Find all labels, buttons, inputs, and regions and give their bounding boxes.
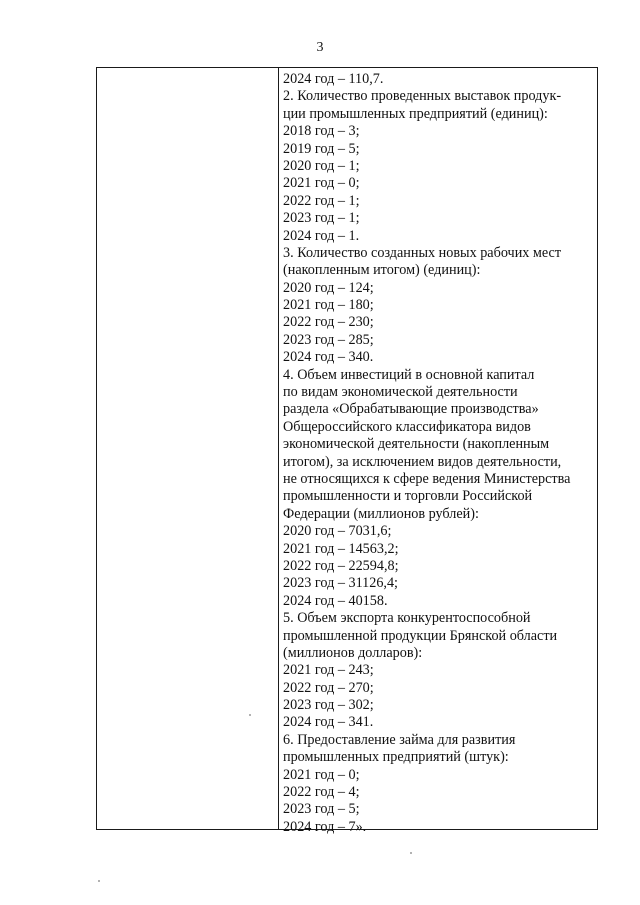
text-line: 2024 год – 340. xyxy=(283,349,374,366)
text-line: 2021 год – 243; xyxy=(283,662,374,679)
text-line: 2021 год – 180; xyxy=(283,297,374,314)
text-line: 2023 год – 285; xyxy=(283,331,374,348)
text-line: 3. Количество созданных новых рабочих мест xyxy=(283,244,562,261)
text-line: 2022 год – 22594,8; xyxy=(283,557,399,574)
text-line: (миллионов долларов): xyxy=(283,644,423,661)
text-line: 2022 год – 4; xyxy=(283,784,360,801)
text-line: 2020 год – 124; xyxy=(283,279,374,296)
text-line: промышленности и торговли Российской xyxy=(283,488,533,505)
text-line: 2023 год – 1; xyxy=(283,210,360,227)
text-line: по видам экономической деятельности xyxy=(283,384,518,401)
text-line: 2024 год – 1. xyxy=(283,227,360,244)
text-line: 2018 год – 3; xyxy=(283,123,360,140)
right-cell xyxy=(283,71,591,836)
text-line: 2024 год – 40158. xyxy=(283,592,388,609)
text-line: 2024 год – 7». xyxy=(283,818,367,835)
scan-speck xyxy=(98,880,100,882)
text-line: экономической деятельности (накопленным xyxy=(283,436,550,453)
text-line: 5. Объем экспорта конкурентоспособной xyxy=(283,610,531,627)
text-line: Федерации (миллионов рублей): xyxy=(283,505,479,522)
text-line: 4. Объем инвестиций в основной капитал xyxy=(283,366,535,383)
text-line: 2022 год – 1; xyxy=(283,192,360,209)
text-line: 2. Количество проведенных выставок продук- xyxy=(283,88,562,105)
text-line: 2023 год – 5; xyxy=(283,801,360,818)
scan-speck xyxy=(249,714,251,716)
text-line: промышленной продукции Брянской области xyxy=(283,627,558,644)
text-line: 2020 год – 7031,6; xyxy=(283,523,392,540)
scan-speck xyxy=(410,852,412,854)
page-number: 3 xyxy=(316,40,324,55)
text-line: 2024 год – 341. xyxy=(283,714,374,731)
text-line: Общероссийского классификатора видов xyxy=(283,418,531,435)
text-line: 2023 год – 31126,4; xyxy=(283,575,399,592)
text-line: 2021 год – 0; xyxy=(283,766,360,783)
text-line: ции промышленных предприятий (единиц): xyxy=(283,105,548,122)
text-line: (накопленным итогом) (единиц): xyxy=(283,262,481,279)
text-line: раздела «Обрабатывающие производства» xyxy=(283,401,539,418)
text-line: 2021 год – 14563,2; xyxy=(283,540,399,557)
text-line: 2019 год – 5; xyxy=(283,140,360,157)
column-divider xyxy=(278,68,279,829)
text-line: 2022 год – 230; xyxy=(283,314,374,331)
text-line: 2024 год – 110,7. xyxy=(283,71,384,87)
text-line: 2023 год – 302; xyxy=(283,697,374,714)
text-line: 2022 год – 270; xyxy=(283,679,374,696)
text-line: 2021 год – 0; xyxy=(283,175,360,192)
document-table xyxy=(96,67,598,835)
text-line: 6. Предоставление займа для развития xyxy=(283,731,516,748)
text-line: итогом), за исключением видов деятельности, xyxy=(283,453,562,470)
text-line: не относящихся к сфере ведения Министерства xyxy=(283,470,571,487)
text-line: 2020 год – 1; xyxy=(283,157,360,174)
text-line: промышленных предприятий (штук): xyxy=(283,749,509,766)
